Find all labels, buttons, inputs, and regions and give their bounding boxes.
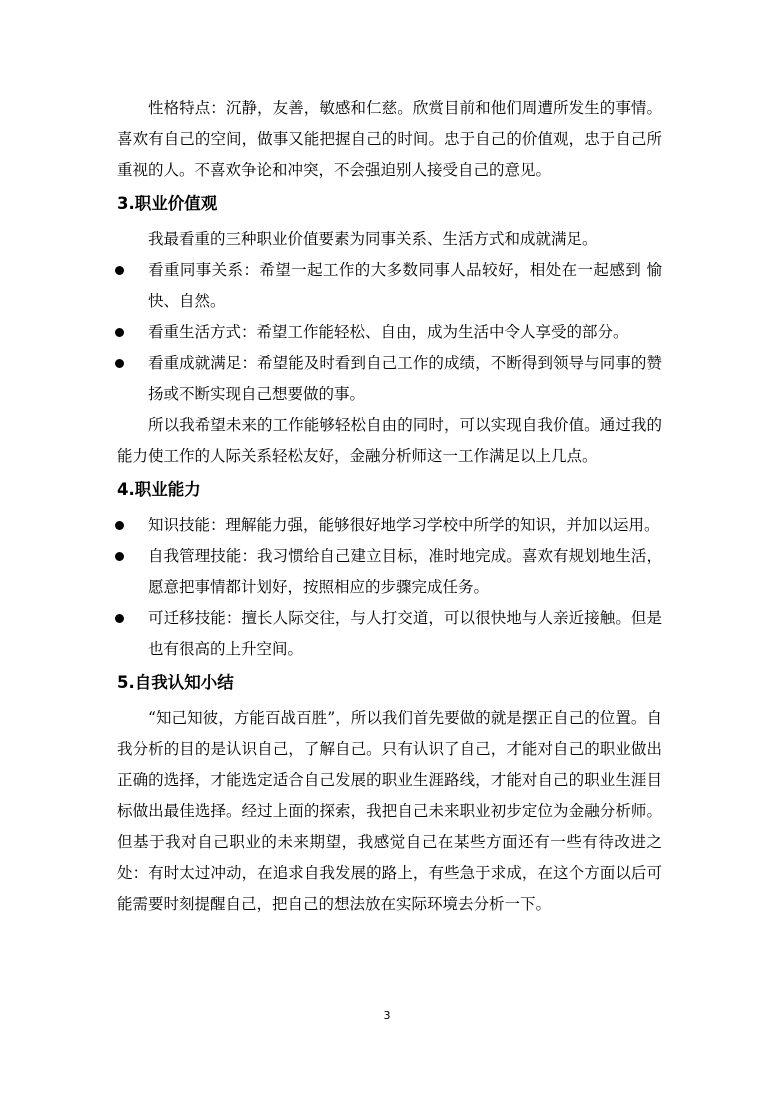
bullet-icon (115, 552, 124, 561)
bullet-icon (115, 614, 124, 623)
list-item (117, 317, 662, 348)
list-item-text: 看重同事关系：希望一起工作的大多数同事人品较好，相处在一起感到 愉快、自然。 (148, 261, 662, 310)
section-heading-self-awareness-summary: 5.自我认知小结 (117, 673, 234, 692)
list-item (117, 603, 662, 665)
list-item (117, 348, 662, 410)
page-content (117, 93, 662, 920)
self-awareness-summary-paragraph: “知己知彼，方能百战百胜”，所以我们首先要做的就是摆正自己的位置。自我分析的目的是认识自己，了解自己。只有认识了自己，才能对自己的职业做出正确的选择，才能选定适合自己发展的职业生涯路线，才能对自己的职业生涯目标做出最佳选择。经过上面的探索，我把自己未来职业初步定位为金融分析师。但基于我对自己职业的未来期望，我感觉自己在某些方面还有一些有待改进之处：有时太过冲动，在追求自我发展的路上，有些急于求成，在这个方面以后可能需要时刻提醒自己，把自己的想法放在实际环境去分析一下。 (117, 709, 662, 913)
list-item-text: 可迁移技能：擅长人际交往，与人打交道，可以很快地与人亲近接触。但是也有很高的上升空间。 (148, 609, 662, 658)
list-item (117, 255, 662, 317)
section-heading-career-values: 3.职业价值观 (117, 194, 218, 213)
section-heading-career-abilities: 4.职业能力 (117, 480, 201, 499)
bullet-icon (115, 328, 124, 337)
career-values-list (117, 255, 662, 410)
bullet-icon (115, 359, 124, 368)
list-item (117, 541, 662, 603)
bullet-icon (115, 521, 124, 530)
list-item-text: 知识技能：理解能力强，能够很好地学习学校中所学的知识，并加以运用。 (148, 516, 660, 534)
career-abilities-list (117, 510, 662, 665)
bullet-icon (115, 266, 124, 275)
list-item (117, 510, 662, 541)
list-item-text: 看重生活方式：希望工作能轻松、自由，成为生活中令人享受的部分。 (148, 323, 629, 341)
career-values-conclusion: 所以我希望未来的工作能够轻松自由的同时，可以实现自我价值。通过我的能力使工作的人际关系轻松友好，金融分析师这一工作满足以上几点。 (117, 416, 662, 465)
page-number: 3 (383, 1009, 391, 1022)
list-item-text: 看重成就满足：希望能及时看到自己工作的成绩，不断得到领导与同事的赞扬或不断实现自己想要做的事。 (148, 354, 662, 403)
career-values-intro: 我最看重的三种职业价值要素为同事关系、生活方式和成就满足。 (148, 230, 598, 248)
list-item-text: 自我管理技能：我习惯给自己建立目标，准时地完成。喜欢有规划地生活，愿意把事情都计划好，按照相应的步骤完成任务。 (148, 547, 662, 596)
personality-paragraph: 性格特点：沉静，友善，敏感和仁慈。欣赏目前和他们周遭所发生的事情。喜欢有自己的空间，做事又能把握自己的时间。忠于自己的价值观，忠于自己所重视的人。不喜欢争论和冲突，不会强迫别人接受自己的意见。 (117, 99, 662, 179)
